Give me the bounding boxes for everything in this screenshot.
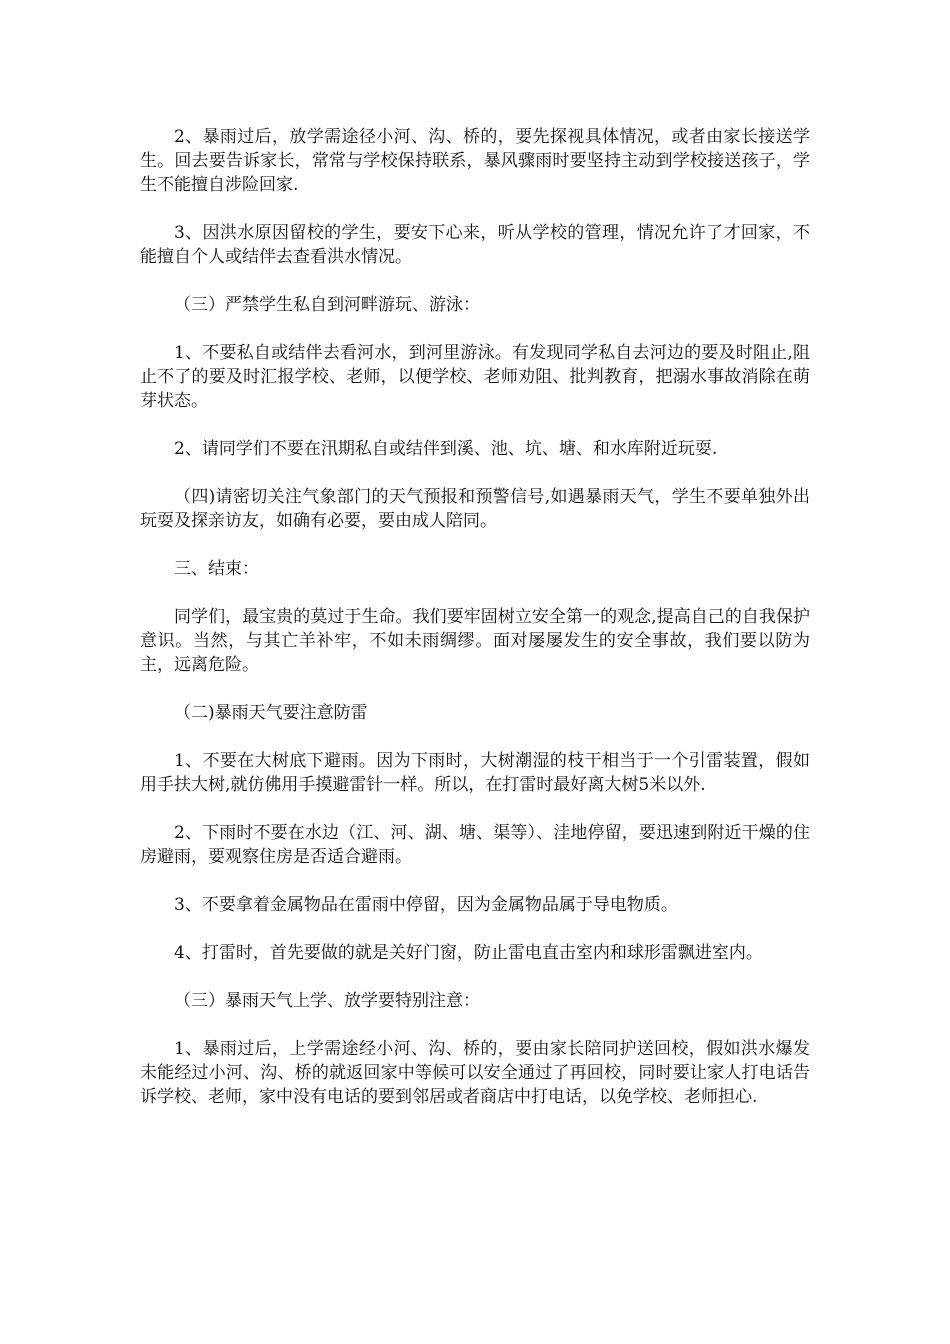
paragraph-no-metal-objects: 3、不要拿着金属物品在雷雨中停留，因为金属物品属于导电物质。 (174, 895, 678, 915)
paragraph-no-river-watching: 1、不要私自或结伴去看河水，到河里游泳。有发现同学私自去河边的要及时阻止,阻止不了的要及时汇报学校、老师，以便学校、老师劝阻、批判教育，把溺水事故消除在萌芽状态。 (140, 343, 810, 411)
paragraph-conclusion-text: 同学们，最宝贵的莫过于生命。我们要牢固树立安全第一的观念,提高自己的自我保护意识。当然，与其亡羊补牢，不如未雨绸缪。面对屡屡发生的安全事故，我们要以防为主，远离危险。 (140, 607, 810, 675)
paragraph-weather-warnings: （四)请密切关注气象部门的天气预报和预警信号,如遇暴雨天气，学生不要单独外出玩耍及探亲访友，如确有必要，要由成人陪同。 (140, 487, 810, 531)
document-body (140, 125, 810, 1133)
paragraph-avoid-water-edges: 2、下雨时不要在水边（江、河、湖、塘、渠等）、洼地停留，要迅速到附近干燥的住房避雨，要观察住房是否适合避雨。 (140, 823, 810, 867)
paragraph-avoid-trees: 1、不要在大树底下避雨。因为下雨时，大树潮湿的枝干相当于一个引雷装置，假如用手扶大树,就仿佛用手摸避雷针一样。所以，在打雷时最好离大树5米以外. (140, 751, 810, 795)
paragraph-parent-escort: 1、暴雨过后，上学需途经小河、沟、桥的，要由家长陪同护送回校，假如洪水爆发未能经过小河、沟、桥的就返回家中等候可以安全通过了再回校，同时要让家人打电话告诉学校、老师，家中没有电话的要到邻居或者商店中打电话，以免学校、老师担心. (140, 1039, 810, 1107)
paragraph-close-windows: 4、打雷时，首先要做的就是关好门窗，防止雷电直击室内和球形雷飘进室内。 (174, 943, 763, 963)
section-heading-conclusion: 三、结束： (174, 559, 259, 579)
paragraph-flood-return-home: 2、暴雨过后，放学需途径小河、沟、桥的，要先探视具体情况，或者由家长接送学生。回去要告诉家长，常常与学校保持联系，暴风骤雨时要坚持主动到学校接送孩子，学生不能擅自涉险回家. (140, 127, 810, 195)
section-heading-lightning: （二)暴雨天气要注意防雷 (174, 703, 368, 723)
paragraph-no-playing-near-water: 2、请同学们不要在汛期私自或结伴到溪、池、坑、塘、和水库附近玩耍. (174, 439, 718, 459)
paragraph-students-kept-at-school: 3、因洪水原因留校的学生，要安下心来，听从学校的管理，情况允许了才回家，不能擅自个人或结伴去查看洪水情况。 (140, 223, 810, 267)
section-heading-commute-safety: （三）暴雨天气上学、放学要特别注意： (174, 991, 480, 1011)
section-heading-no-river-swimming: （三）严禁学生私自到河畔游玩、游泳： (174, 295, 480, 315)
